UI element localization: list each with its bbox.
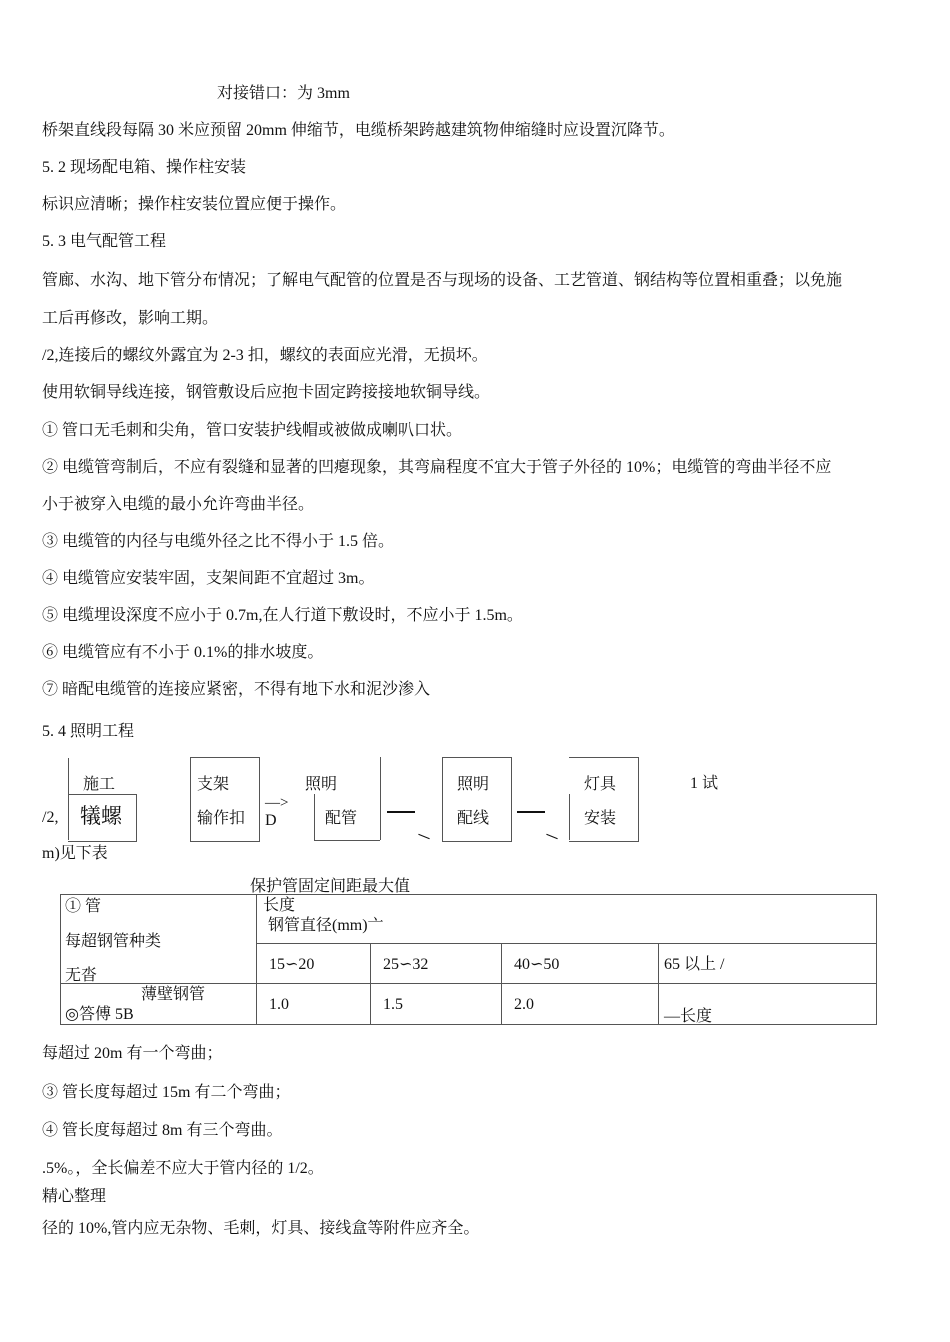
flow-box-support bbox=[190, 757, 260, 842]
text-line: 小于被穿入电缆的最小允许弯曲半径。 bbox=[42, 496, 315, 513]
text-line: 使用软铜导线连接，钢管敷设后应抱卡固定跨接接地软铜导线。 bbox=[42, 384, 491, 401]
list-item: ⑤ 电缆埋设深度不应小于 0.7m,在人行道下敷设时，不应小于 1.5m。 bbox=[42, 607, 523, 624]
text-line: 管廊、水沟、地下管分布情况；了解电气配管的位置是否与现场的设备、工艺管道、钢结构等位置相重叠；以免施 bbox=[42, 272, 843, 289]
text-line: 精心整理 bbox=[42, 1188, 107, 1205]
text-line: m)见下表 bbox=[42, 845, 108, 862]
text-line: .5%。，全长偏差不应大于管内径的 1/2。 bbox=[42, 1160, 324, 1177]
list-item: ② 电缆管弯制后，不应有裂缝和显著的凹瘪现象，其弯扁程度不宜大于管子外径的 10%；电缆管的弯曲半径不应 bbox=[42, 459, 832, 476]
text-line: /2,连接后的螺纹外露宜为 2-3 扣，螺纹的表面应光滑，无损坏。 bbox=[42, 347, 488, 364]
table-cell-value: —长度 bbox=[664, 1008, 713, 1025]
flow-box-label: 安装 bbox=[584, 810, 617, 827]
list-item: ③ 电缆管的内径与电缆外径之比不得小于 1.5 倍。 bbox=[42, 533, 395, 550]
table-col-header bbox=[502, 944, 659, 984]
flow-prefix: /2, bbox=[42, 809, 59, 826]
flow-box-lighting-wiring bbox=[442, 757, 512, 842]
list-item: ③ 管长度每超过 15m 有二个弯曲； bbox=[42, 1084, 291, 1101]
table-col-label: 15∽20 bbox=[269, 956, 315, 973]
table-row-label: 薄壁钢管 bbox=[141, 986, 206, 1003]
table-header-text: 钢管直径(mm)亠 bbox=[268, 917, 384, 934]
text-line: 每超过 20m 有一个弯曲； bbox=[42, 1045, 223, 1062]
section-heading: 5. 4 照明工程 bbox=[42, 723, 135, 740]
flow-connector-tick bbox=[546, 834, 558, 839]
flow-box-label: 灯具 bbox=[584, 776, 617, 793]
flow-box-label: 照明 bbox=[457, 776, 490, 793]
table-row bbox=[61, 984, 877, 1025]
flow-box-label: 配线 bbox=[457, 810, 490, 827]
text-line: 标识应清晰；操作柱安装位置应便于操作。 bbox=[42, 196, 347, 213]
flow-trailing-text: 1 试 bbox=[690, 775, 719, 792]
list-item: ④ 管长度每超过 8m 有三个弯曲。 bbox=[42, 1122, 283, 1139]
flow-connector bbox=[387, 811, 415, 813]
list-item: ⑦ 暗配电缆管的连接应紧密，不得有地下水和泥沙渗入 bbox=[42, 681, 431, 698]
table-header-text: ① 管 bbox=[65, 898, 102, 915]
flow-arrow-label: D bbox=[265, 812, 277, 829]
table-cell bbox=[371, 984, 502, 1025]
table-row-header-cell bbox=[61, 895, 257, 984]
list-item: ① 管口无毛刺和尖角，管口安装护线帽或被做成喇叭口状。 bbox=[42, 422, 463, 439]
table-cell-value: 1.5 bbox=[383, 996, 403, 1013]
table-cell-value: 1.0 bbox=[269, 996, 289, 1013]
flow-box-label: 输作扣 bbox=[197, 810, 246, 827]
table-header-cell bbox=[257, 895, 877, 944]
flow-box-label: 犠螺 bbox=[80, 804, 122, 828]
table-header-text: 无沓 bbox=[65, 967, 98, 984]
flow-box-label: 施工 bbox=[83, 776, 116, 793]
text-line: 工后再修改，影响工期。 bbox=[42, 310, 219, 327]
table-row-label-cell bbox=[61, 984, 257, 1025]
flow-box-label: 照明 bbox=[305, 776, 338, 793]
list-item: ⑥ 电缆管应有不小于 0.1%的排水坡度。 bbox=[42, 644, 324, 661]
table-header-text: 长度 bbox=[263, 897, 296, 914]
table-cell bbox=[502, 984, 659, 1025]
table-caption: 保护管固定间距最大值 bbox=[250, 878, 411, 895]
table-col-label: 40∽50 bbox=[514, 956, 560, 973]
table-row-label: ◎答傅 5B bbox=[65, 1006, 134, 1023]
table-cell bbox=[257, 984, 371, 1025]
flow-box-label: 配管 bbox=[325, 810, 358, 827]
table-cell bbox=[659, 984, 877, 1025]
table-cell-value: 2.0 bbox=[514, 996, 534, 1013]
table-col-header bbox=[371, 944, 502, 984]
flow-connector bbox=[517, 811, 545, 813]
table-col-header bbox=[659, 944, 877, 984]
section-heading: 5. 2 现场配电箱、操作柱安装 bbox=[42, 159, 247, 176]
flow-arrow: —> bbox=[265, 795, 289, 811]
list-item: ④ 电缆管应安装牢固，支架间距不宜超过 3m。 bbox=[42, 570, 375, 587]
flow-connector-tick bbox=[418, 834, 430, 839]
table-col-header bbox=[257, 944, 371, 984]
table-col-label: 65 以上 / bbox=[664, 956, 725, 973]
flow-box-label: 支架 bbox=[197, 776, 230, 793]
table-header-text: 每超钢管种类 bbox=[65, 933, 162, 950]
text-line: 径的 10%,管内应无杂物、毛刺，灯具、接线盒等附件应齐全。 bbox=[42, 1220, 480, 1237]
section-heading: 5. 3 电气配管工程 bbox=[42, 233, 167, 250]
text-line: 桥架直线段每隔 30 米应预留 20mm 伸缩节，电缆桥架跨越建筑物伸缩缝时应设置沉降节。 bbox=[42, 122, 675, 139]
spacing-table bbox=[60, 894, 877, 1025]
text-line: 对接错口：为 3mm bbox=[217, 85, 350, 102]
table-col-label: 25∽32 bbox=[383, 956, 429, 973]
